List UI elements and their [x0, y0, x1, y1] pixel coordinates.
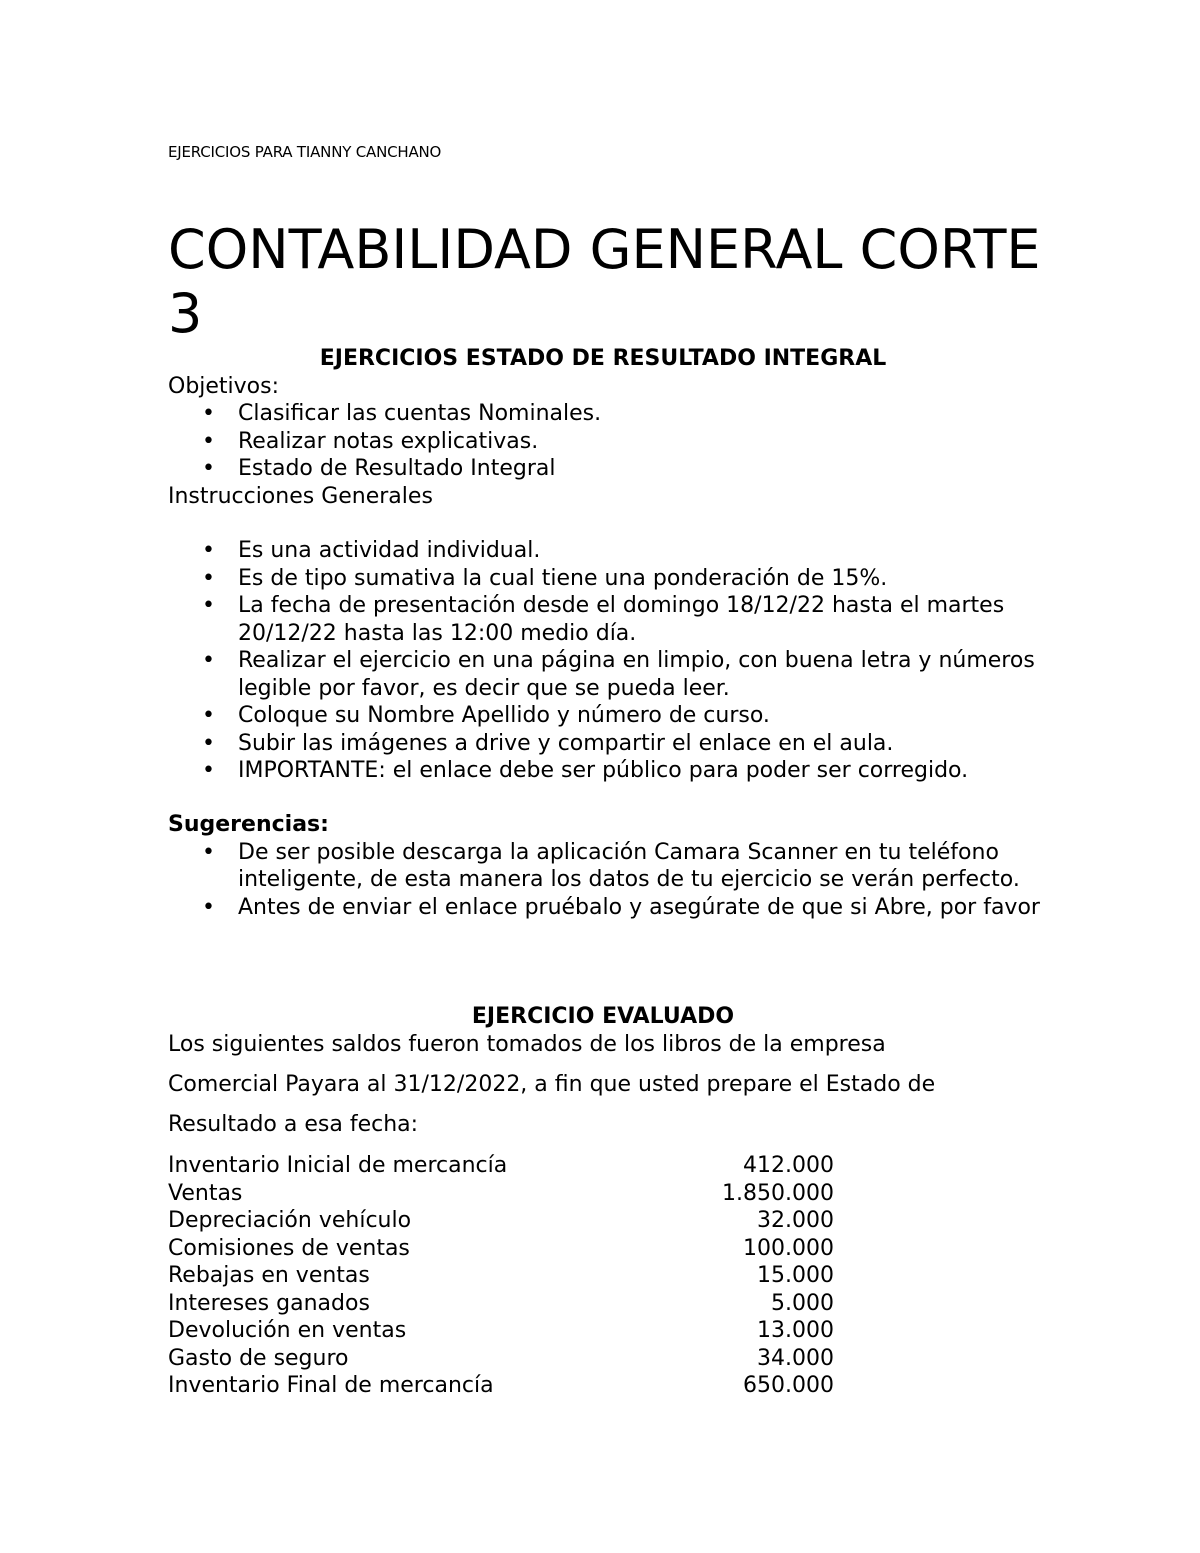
table-row: [168, 1262, 834, 1290]
instructions-label: Instrucciones Generales: [168, 483, 433, 509]
account-name: Ventas: [168, 1180, 243, 1206]
instructions-list: [168, 537, 1048, 785]
suggestions-section: [168, 811, 1048, 921]
suggestions-label: Sugerencias:: [168, 812, 329, 837]
list-item: • Antes de enviar el enlace pruébalo y asegúrate de que si Abre, por favor: [168, 894, 1048, 922]
table-row: [168, 1290, 834, 1318]
instructions-section: [168, 537, 1048, 785]
account-amount: 34.000: [757, 1345, 834, 1371]
list-item: • Subir las imágenes a drive y compartir el enlace en el aula.: [168, 730, 1048, 758]
suggestions-list: [168, 839, 1048, 922]
exercise-intro-line: Comercial Payara al 31/12/2022, a fin que usted prepare el Estado de: [168, 1071, 936, 1097]
list-item: • Estado de Resultado Integral: [168, 455, 1048, 483]
list-item: • Realizar notas explicativas.: [168, 428, 1048, 456]
account-amount: 5.000: [771, 1290, 834, 1316]
exercise-intro-line: Los siguientes saldos fueron tomados de los libros de la empresa: [168, 1031, 886, 1057]
account-amount: 13.000: [757, 1318, 834, 1343]
objectives-list: [168, 400, 1048, 483]
account-name: Devolución en ventas: [168, 1318, 407, 1343]
table-row: [168, 1317, 834, 1345]
account-name: Depreciación vehículo: [168, 1208, 412, 1233]
document-header: EJERCICIOS PARA TIANNY CANCHANO: [168, 143, 442, 161]
account-amount: 32.000: [757, 1208, 834, 1233]
list-item: • De ser posible descarga la aplicación Camara Scanner en tu teléfono inteligente, de esta manera los datos de tu ejercicio se verán perfecto.: [168, 839, 1048, 894]
account-amount: 650.000: [743, 1373, 834, 1398]
table-row: [168, 1372, 834, 1400]
exercise-section: [168, 1003, 1048, 1145]
account-name: Inventario Final de mercancía: [168, 1373, 494, 1398]
list-item: • Coloque su Nombre Apellido y número de curso.: [168, 702, 1048, 730]
objectives-label: Objetivos:: [168, 373, 280, 399]
list-item: • Realizar el ejercicio en una página en limpio, con buena letra y números legible por favor, es decir que se pueda leer.: [168, 647, 1048, 702]
list-item: • IMPORTANTE: el enlace debe ser público para poder ser corregido.: [168, 757, 1048, 785]
table-row: [168, 1207, 834, 1235]
account-name: Inventario Inicial de mercancía: [168, 1153, 508, 1178]
exercise-heading: EJERCICIO EVALUADO: [471, 1004, 735, 1029]
table-row: [168, 1235, 834, 1263]
account-name: Intereses ganados: [168, 1290, 370, 1316]
list-item: • Es de tipo sumativa la cual tiene una ponderación de 15%.: [168, 565, 1048, 593]
exercise-intro-line: Resultado a esa fecha:: [168, 1111, 419, 1137]
page-title: CONTABILIDAD GENERAL CORTE 3: [168, 218, 1041, 345]
account-amount: 100.000: [743, 1235, 834, 1261]
objectives-section: [168, 345, 1048, 510]
account-name: Comisiones de ventas: [168, 1235, 410, 1261]
account-amount: 1.850.000: [722, 1180, 834, 1206]
account-name: Rebajas en ventas: [168, 1263, 370, 1288]
balances-table: [168, 1152, 834, 1400]
balances-section: [168, 1152, 1048, 1400]
list-item: • Clasificar las cuentas Nominales.: [168, 400, 1048, 428]
section-subtitle: EJERCICIOS ESTADO DE RESULTADO INTEGRAL: [319, 346, 887, 371]
account-amount: 412.000: [743, 1153, 834, 1178]
table-row: [168, 1345, 834, 1373]
list-item: • La fecha de presentación desde el domingo 18/12/22 hasta el martes 20/12/22 hasta las 12:00 medio día.: [168, 592, 1048, 647]
account-name: Gasto de seguro: [168, 1345, 349, 1371]
table-row: [168, 1180, 834, 1208]
table-row: [168, 1152, 834, 1180]
account-amount: 15.000: [757, 1263, 834, 1288]
list-item: • Es una actividad individual.: [168, 537, 1048, 565]
